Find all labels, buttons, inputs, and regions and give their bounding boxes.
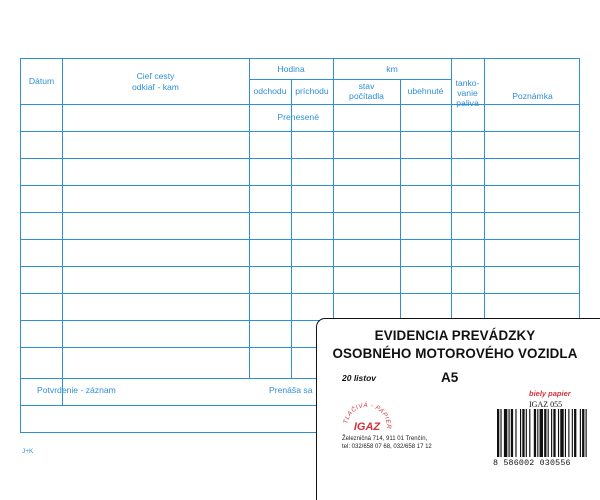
logo-brand: IGAZ	[353, 421, 381, 433]
paper-type: biely papier	[529, 389, 571, 398]
carried-in-rule	[21, 131, 580, 132]
paper-format: A5	[441, 370, 459, 385]
sheet-count: 20 listov	[342, 373, 377, 383]
address-line-1: Železničná 714, 911 01 Trenčín,	[342, 436, 428, 442]
label-title-line-2: OSOBNÉHO MOTOROVÉHO VOZIDLA	[332, 346, 578, 361]
barcode-icon	[495, 409, 595, 459]
header-departure: odchodu	[253, 86, 287, 96]
barcode-number: 8 586002 030556	[493, 459, 571, 468]
print-code: J+K	[22, 448, 34, 455]
row-rule	[21, 158, 580, 159]
column-rule	[291, 79, 292, 378]
row-rule	[21, 212, 580, 213]
header-fuel-2: vanie	[457, 88, 478, 98]
header-arrival: príchodu	[295, 86, 329, 96]
header-odometer-2: počítadla	[349, 91, 384, 101]
logo-ring-text: TLAČIVÁ - PAPIER	[342, 401, 393, 430]
confirmation-label: Potvrdenie - záznam	[37, 385, 116, 395]
header-note: Poznámka	[512, 91, 553, 101]
row-rule	[21, 185, 580, 186]
header-bottom-rule	[21, 104, 580, 105]
header-fuel-3: paliva	[456, 98, 479, 108]
header-km: km	[386, 64, 398, 74]
carried-over-label: Prenáša sa	[269, 385, 313, 395]
header-destination: Cieľ cesty	[136, 71, 175, 81]
row-rule	[21, 239, 580, 240]
row-rule	[21, 266, 580, 267]
header-distance: ubehnuté	[407, 86, 444, 96]
product-label	[316, 318, 600, 500]
header-from-to: odkiaľ - kam	[132, 82, 179, 92]
header-subrule	[249, 79, 451, 80]
address-line-2: tel: 032/658 07 68, 032/658 17 12	[342, 444, 432, 450]
header-date: Dátum	[28, 76, 55, 86]
header-hour: Hodina	[277, 64, 305, 74]
column-rule	[249, 59, 250, 378]
row-rule	[21, 293, 580, 294]
column-rule	[62, 59, 63, 405]
publisher-logo-icon	[339, 397, 395, 437]
label-title-line-1: EVIDENCIA PREVÁDZKY	[374, 328, 536, 343]
product-code: IGAZ 055	[529, 400, 563, 409]
header-odometer: stav	[358, 81, 375, 91]
carried-in-label: Prenesené	[277, 112, 319, 122]
header-fuel-1: tanko-	[455, 78, 480, 88]
